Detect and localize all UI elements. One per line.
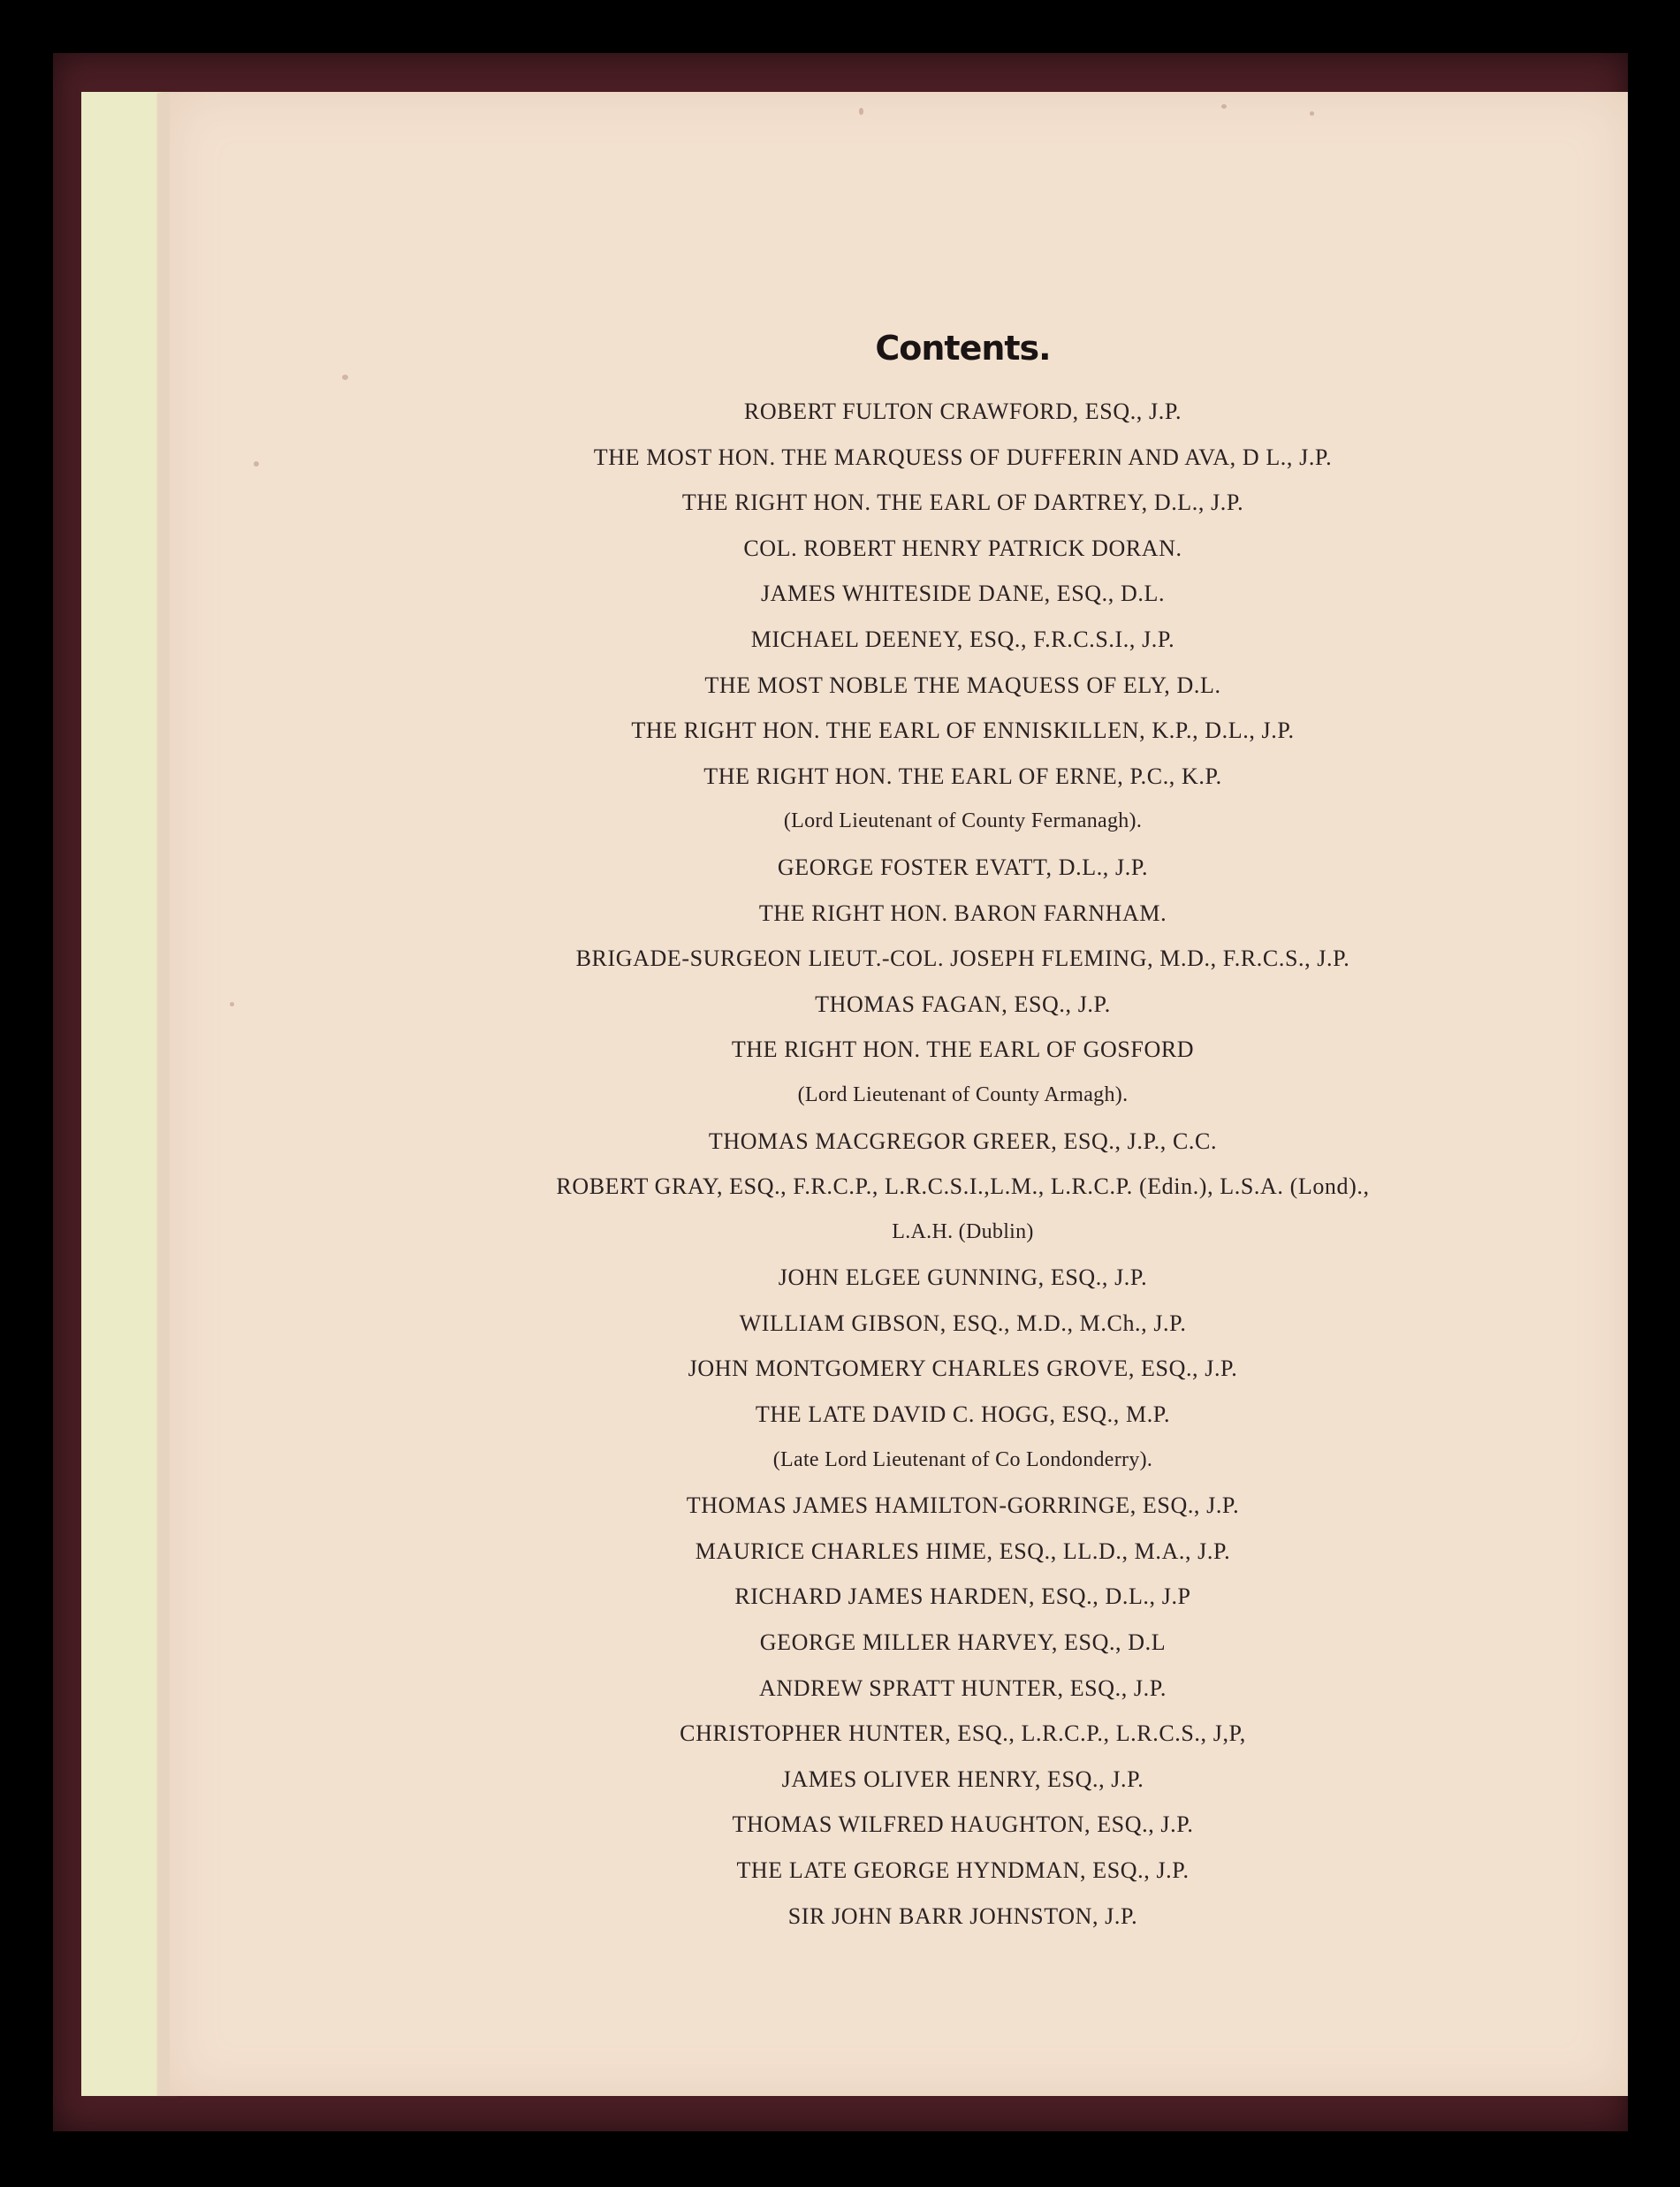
contents-note: (Lord Lieutenant of County Fermanagh). xyxy=(783,809,1143,833)
contents-entry: JAMES WHITESIDE DANE, ESQ., D.L. xyxy=(760,581,1166,607)
contents-entry: MICHAEL DEENEY, ESQ., F.R.C.S.I., J.P. xyxy=(750,626,1175,652)
contents-entry: COL. ROBERT HENRY PATRICK DORAN. xyxy=(743,535,1182,561)
contents-entry: THE RIGHT HON. THE EARL OF ENNISKILLEN, K.P., D.L., J.P. xyxy=(631,718,1295,744)
contents-entry: THOMAS FAGAN, ESQ., J.P. xyxy=(815,991,1111,1017)
contents-list xyxy=(170,389,1680,1939)
contents-entry: THE RIGHT HON. THE EARL OF ERNE, P.C., K.P. xyxy=(703,763,1222,789)
contents-entry: THOMAS MACGREGOR GREER, ESQ., J.P., C.C. xyxy=(708,1128,1218,1154)
paper-speck xyxy=(859,108,863,115)
contents-entry: SIR JOHN BARR JOHNSTON, J.P. xyxy=(787,1902,1138,1929)
contents-entry: THOMAS WILFRED HAUGHTON, ESQ., J.P. xyxy=(732,1811,1194,1838)
contents-entry: JOHN MONTGOMERY CHARLES GROVE, ESQ., J.P. xyxy=(688,1355,1238,1382)
paper-speck xyxy=(342,375,348,380)
contents-note: (Late Lord Lieutenant of Co Londonderry). xyxy=(772,1447,1153,1471)
contents-entry: GEORGE MILLER HARVEY, ESQ., D.L xyxy=(759,1629,1167,1656)
endpaper xyxy=(81,92,170,2096)
contents-entry: THE RIGHT HON. BARON FARNHAM. xyxy=(758,900,1167,926)
contents-entry: ROBERT FULTON CRAWFORD, ESQ., J.P. xyxy=(743,399,1182,424)
contents-entry: THE RIGHT HON. THE EARL OF GOSFORD xyxy=(731,1037,1195,1063)
contents-entry: RICHARD JAMES HARDEN, ESQ., D.L., J.P xyxy=(734,1583,1191,1610)
page-title: Contents. xyxy=(875,329,1051,368)
paper-speck xyxy=(1221,104,1227,109)
contents-note: (Lord Lieutenant of County Armagh). xyxy=(797,1082,1129,1106)
contents-entry: THE MOST HON. THE MARQUESS OF DUFFERIN AND AVA, D L., J.P. xyxy=(593,444,1333,470)
contents-entry: THE LATE DAVID C. HOGG, ESQ., M.P. xyxy=(755,1401,1171,1428)
contents-entry: GEORGE FOSTER EVATT, D.L., J.P. xyxy=(777,854,1149,880)
contents-entry: MAURICE CHARLES HIME, ESQ., LL.D., M.A., J.P. xyxy=(695,1538,1231,1564)
contents-entry: ROBERT GRAY, ESQ., F.R.C.P., L.R.C.S.I.,L.M., L.R.C.P. (Edin.), L.S.A. (Lond)., xyxy=(556,1173,1370,1200)
paper-speck xyxy=(1310,111,1314,116)
contents-entry: JOHN ELGEE GUNNING, ESQ., J.P. xyxy=(778,1264,1148,1291)
contents-entry: JAMES OLIVER HENRY, ESQ., J.P. xyxy=(781,1766,1144,1792)
contents-entry: CHRISTOPHER HUNTER, ESQ., L.R.C.P., L.R.C.S., J,P, xyxy=(680,1720,1246,1747)
contents-entry: THE RIGHT HON. THE EARL OF DARTREY, D.L., J.P. xyxy=(681,490,1244,516)
contents-entry: BRIGADE-SURGEON LIEUT.-COL. JOSEPH FLEMING, M.D., F.R.C.S., J.P. xyxy=(575,945,1350,972)
contents-entry: WILLIAM GIBSON, ESQ., M.D., M.Ch., J.P. xyxy=(739,1310,1187,1336)
contents-entry: THE LATE GEORGE HYNDMAN, ESQ., J.P. xyxy=(736,1857,1190,1883)
contents-page xyxy=(170,92,1628,2096)
contents-entry: THOMAS JAMES HAMILTON-GORRINGE, ESQ., J.P. xyxy=(686,1492,1240,1519)
contents-entry: THE MOST NOBLE THE MAQUESS OF ELY, D.L. xyxy=(704,672,1221,698)
contents-note: L.A.H. (Dublin) xyxy=(892,1219,1034,1243)
contents-entry: ANDREW SPRATT HUNTER, ESQ., J.P. xyxy=(758,1674,1167,1701)
